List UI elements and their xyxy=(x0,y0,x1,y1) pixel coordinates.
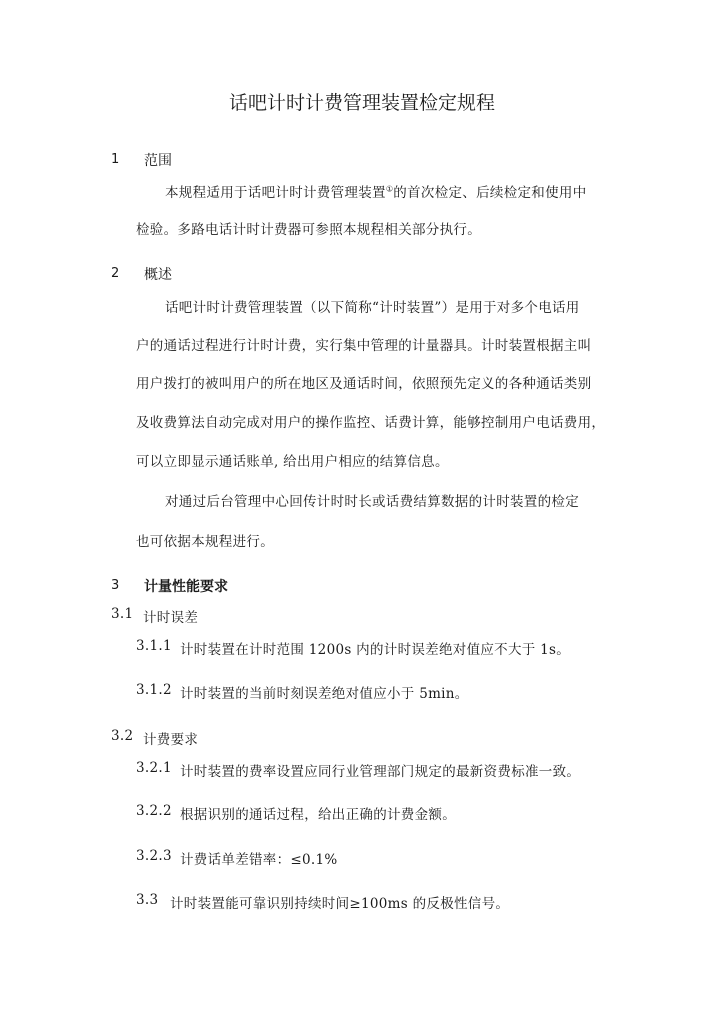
item-text: 计时装置的当前时刻误差绝对值应小于 5min。 xyxy=(180,686,469,702)
section-title: 概述 xyxy=(144,267,172,283)
section-title: 范围 xyxy=(144,153,172,169)
section-number: 2 xyxy=(111,266,120,281)
section-title: 计量性能要求 xyxy=(144,579,228,595)
section-number: 1 xyxy=(111,152,120,167)
item-text: 计费话单差错率：≤0.1% xyxy=(180,852,338,868)
subsection-number: 3.1 xyxy=(111,606,134,622)
paragraph-line: 也可依据本规程进行。 xyxy=(136,534,274,550)
section-number: 3 xyxy=(111,578,120,593)
paragraph-line: 可以立即显示通话账单, 给出用户相应的结算信息。 xyxy=(136,454,449,470)
item-number: 3.1.2 xyxy=(136,682,172,698)
paragraph-line: 及收费算法自动完成对用户的操作监控、话费计算，能够控制用户电话费用， xyxy=(136,415,606,431)
paragraph-text: 本规程适用于话吧计时计费管理装置 xyxy=(165,185,386,201)
paragraph-line: 用户拨打的被叫用户的所在地区及通话时间，依照预先定义的各种通话类别 xyxy=(136,376,592,392)
subsection-title: 计费要求 xyxy=(143,732,199,748)
footnote-marker: ① xyxy=(385,184,394,194)
subsection-text: 计时装置能可靠识别持续时间≥100ms 的反极性信号。 xyxy=(170,896,510,912)
subsection-title: 计时误差 xyxy=(143,610,199,626)
paragraph-line: 话吧计时计费管理装置（以下简称“计时装置”）是用于对多个电话用 xyxy=(165,300,580,316)
subsection-number: 3.3 xyxy=(136,892,159,908)
item-number: 3.2.2 xyxy=(136,803,172,819)
paragraph-line xyxy=(165,181,587,201)
paragraph-line: 检验。多路电话计时计费器可参照本规程相关部分执行。 xyxy=(136,222,481,238)
paragraph-line: 户的通话过程进行计时计费，实行集中管理的计量器具。计时装置根据主叫 xyxy=(136,338,592,354)
page-title: 话吧计时计费管理装置检定规程 xyxy=(228,92,495,114)
paragraph-line: 对通过后台管理中心回传计时时长或话费结算数据的计时装置的检定 xyxy=(165,494,579,510)
paragraph-text: 的首次检定、后续检定和使用中 xyxy=(393,185,587,201)
item-text: 计时装置的费率设置应同行业管理部门规定的最新资费标准一致。 xyxy=(180,764,581,780)
item-number: 3.2.1 xyxy=(136,760,172,776)
item-text: 计时装置在计时范围 1200s 内的计时误差绝对值应不大于 1s。 xyxy=(180,642,571,658)
subsection-number: 3.2 xyxy=(111,728,134,744)
item-number: 3.1.1 xyxy=(136,638,172,654)
item-number: 3.2.3 xyxy=(136,848,172,864)
item-text: 根据识别的通话过程，给出正确的计费金额。 xyxy=(180,807,456,823)
